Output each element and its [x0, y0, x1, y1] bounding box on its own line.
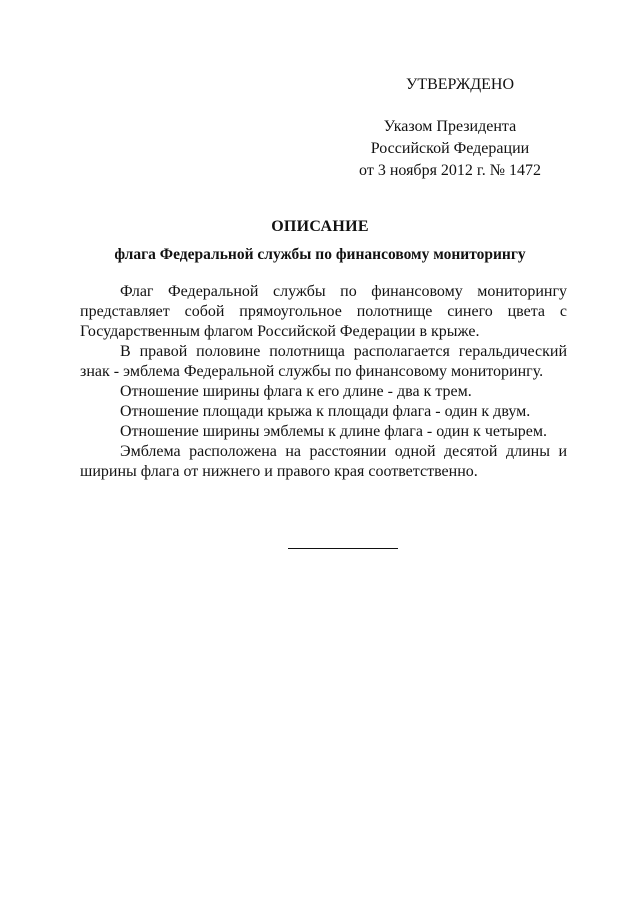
paragraph-emblem-offset: Эмблема расположена на расстоянии одной десятой длины и ширины флага от нижнего и правого края соответственно.	[80, 443, 567, 480]
approval-line-federation: Российской Федерации	[370, 140, 530, 157]
document-body	[80, 282, 567, 482]
approval-line-decree: Указом Президента	[383, 118, 517, 135]
paragraph-flag-ratio: Отношение ширины флага к его длине - два к трем.	[120, 383, 472, 400]
paragraph-canton-ratio: Отношение площади крыжа к площади флага - один к двум.	[120, 403, 531, 420]
closing-divider	[288, 548, 398, 549]
document-subtitle: флага Федеральной службы по финансовому мониторингу	[114, 246, 526, 263]
approval-block	[340, 74, 560, 182]
approval-line-date: от 3 ноября 2012 г. № 1472	[359, 162, 541, 179]
document-title: ОПИСАНИЕ	[271, 218, 369, 235]
paragraph-emblem-position: В правой половине полотнища располагается геральдический знак - эмблема Федеральной службы по финансовому мониторингу.	[80, 343, 567, 380]
paragraph-emblem-ratio: Отношение ширины эмблемы к длине флага - один к четырем.	[120, 423, 547, 440]
approval-stamp: УТВЕРЖДЕНО	[405, 76, 514, 93]
paragraph-flag-description: Флаг Федеральной службы по финансовому мониторингу представляет собой прямоугольное полотнище синего цвета с Государственным флагом Российской Федерации в крыже.	[80, 283, 567, 340]
